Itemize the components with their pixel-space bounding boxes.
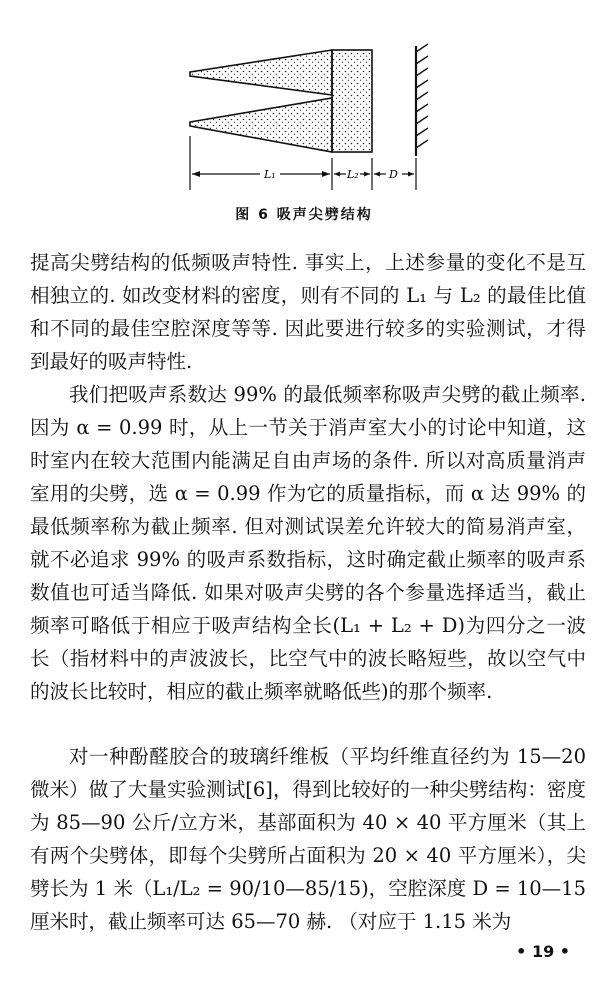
- lower-wedge: [190, 98, 332, 152]
- wedge-structure-figure: [170, 40, 450, 200]
- wall-hatch: [416, 44, 428, 148]
- paragraph-3: 对一种酚醛胶合的玻璃纤维板（平均纤维直径约为 15—20 微米）做了大量实验测试[6]，得到比较好的一种尖劈结构：密度为 85—90 公斤/立方米，基部面积为 40 × 40 平方厘米（其上有两个尖劈体，即每个尖劈所占面积为 20 × 40 平方厘米），尖劈长为 1 米（L₁/L₂ = 90/10—85/15)，空腔深度 D = 10—15 厘米时，截止频率可达 65—70 赫. （对应于 1.15 米为: [30, 745, 586, 933]
- page-number: • 19 •: [516, 942, 570, 961]
- paragraph-2: 我们把吸声系数达 99% 的最低频率称吸声尖劈的截止频率. 因为 α = 0.99 时，从上一节关于消声室大小的讨论中知道，这时室内在较大范围内能满足自由声场的条件. 所以对高质量消声室用的尖劈，选 α = 0.99 作为它的质量指标，而 α 达 99% 的最低频率称为截止频率. 但对测试误差允许较大的简易消声室，就不必追求 99% 的吸声系数指标，这时确定截止频率的吸声系数值也可适当降低. 如果对吸声尖劈的各个参量选择适当，截止频率可略低于相应于吸声结构全长(L₁ + L₂ + D)为四分之一波长（指材料中的声波波长，比空气中的波长略短些，故以空气中的波长比较时，相应的截止频率就略低些)的那个频率.: [30, 383, 586, 703]
- label-l1: L₁: [264, 168, 276, 181]
- paragraph-1: 提高尖劈结构的低频吸声特性. 事实上，上述参量的变化不是互相独立的. 如改变材料的密度，则有不同的 L₁ 与 L₂ 的最佳比值和不同的最佳空腔深度等等. 因此要进行较多的实验测试，才得到最好的吸声特性.: [30, 251, 586, 373]
- wedge-base: [332, 50, 372, 152]
- label-d: D: [389, 168, 398, 181]
- label-l2: L₂: [347, 168, 359, 181]
- figure-caption: 图 6 吸声尖劈结构: [235, 207, 373, 223]
- upper-wedge: [190, 50, 332, 95]
